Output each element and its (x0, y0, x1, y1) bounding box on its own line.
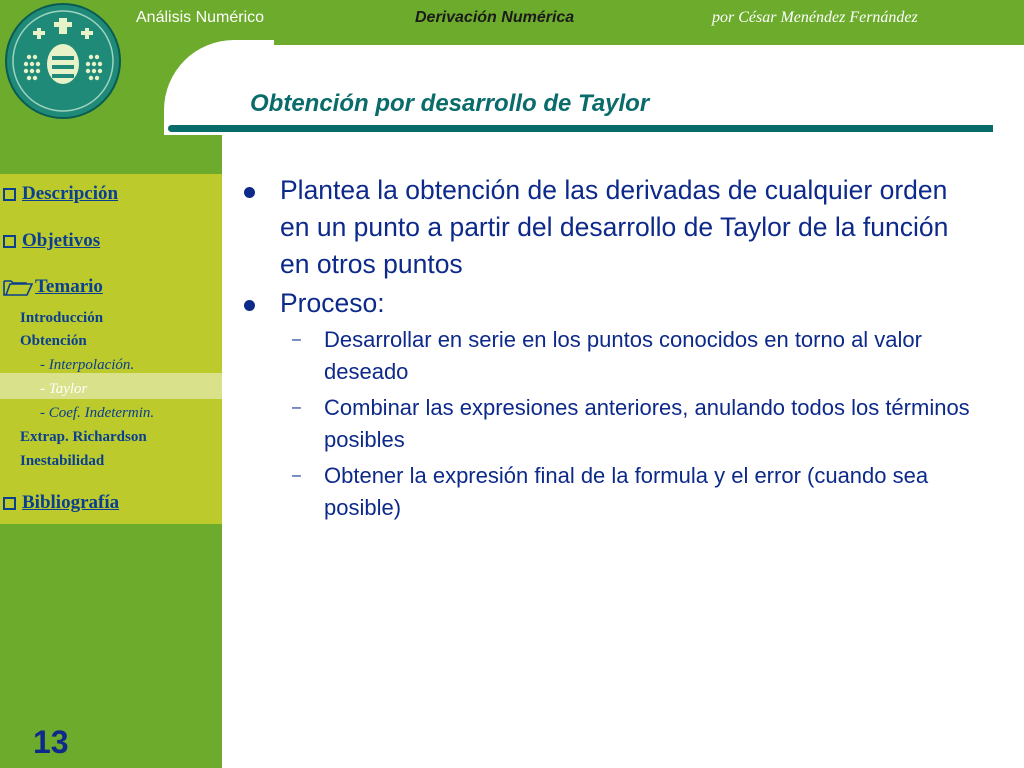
university-logo-icon (4, 2, 122, 120)
nav-link-temario[interactable] (3, 276, 103, 298)
nav-link-label: Bibliografía (22, 492, 120, 513)
slide-content (240, 172, 980, 528)
dash-icon: – (292, 399, 301, 416)
dash-icon: – (292, 331, 301, 348)
nav-subsub-taylor[interactable]: - Taylor (40, 381, 88, 397)
sub-bullet-text: Obtener la expresión final de la formula y el error (cuando sea posible) (324, 463, 929, 520)
sub-bullet-text: Desarrollar en serie en los puntos conocidos en torno al valor deseado (324, 327, 922, 384)
nav-subsub-coef-indetermin[interactable]: - Coef. Indetermin. (40, 405, 155, 421)
bullet-item (240, 285, 980, 322)
nav-link-label: Objetivos (22, 230, 101, 251)
slide-title: Obtención por desarrollo de Taylor (250, 90, 650, 117)
nav-link-descripcion[interactable] (3, 183, 118, 205)
bullet-dot-icon (244, 300, 255, 311)
nav-subsub-interpolacion[interactable]: - Interpolación. (40, 357, 135, 373)
title-underline (168, 125, 993, 132)
nav-link-label: Descripción (22, 183, 119, 204)
open-folder-icon (3, 278, 33, 296)
author-name: por César Menéndez Fernández (712, 9, 918, 26)
page-number: 13 (33, 724, 69, 760)
sub-bullet-item (240, 392, 980, 456)
course-name: Análisis Numérico (136, 9, 265, 26)
square-icon (3, 235, 16, 248)
bullet-text: Proceso: (280, 288, 385, 318)
square-icon (3, 497, 16, 510)
nav-sub-obtencion[interactable]: Obtención (20, 333, 87, 349)
nav-link-bibliografia[interactable] (3, 492, 119, 514)
nav-link-label: Temario (35, 276, 103, 297)
bullet-dot-icon (244, 187, 255, 198)
sub-bullet-item (240, 324, 980, 388)
nav-sub-inestabilidad[interactable]: Inestabilidad (20, 453, 105, 469)
topic-name: Derivación Numérica (415, 9, 575, 26)
sub-bullet-text: Combinar las expresiones anteriores, anulando todos los términos posibles (324, 395, 970, 452)
bullet-text: Plantea la obtención de las derivadas de cualquier orden en un punto a partir del desarrollo de Taylor de la función en otros puntos (280, 175, 949, 279)
sub-bullet-item (240, 460, 980, 524)
dash-icon: – (292, 467, 301, 484)
nav-sub-introduccion[interactable]: Introducción (20, 310, 104, 326)
square-icon (3, 188, 16, 201)
nav-link-objetivos[interactable] (3, 230, 100, 252)
bullet-item (240, 172, 980, 283)
nav-sub-extrap-richardson[interactable]: Extrap. Richardson (20, 429, 147, 445)
nav-current-highlight (0, 373, 222, 399)
